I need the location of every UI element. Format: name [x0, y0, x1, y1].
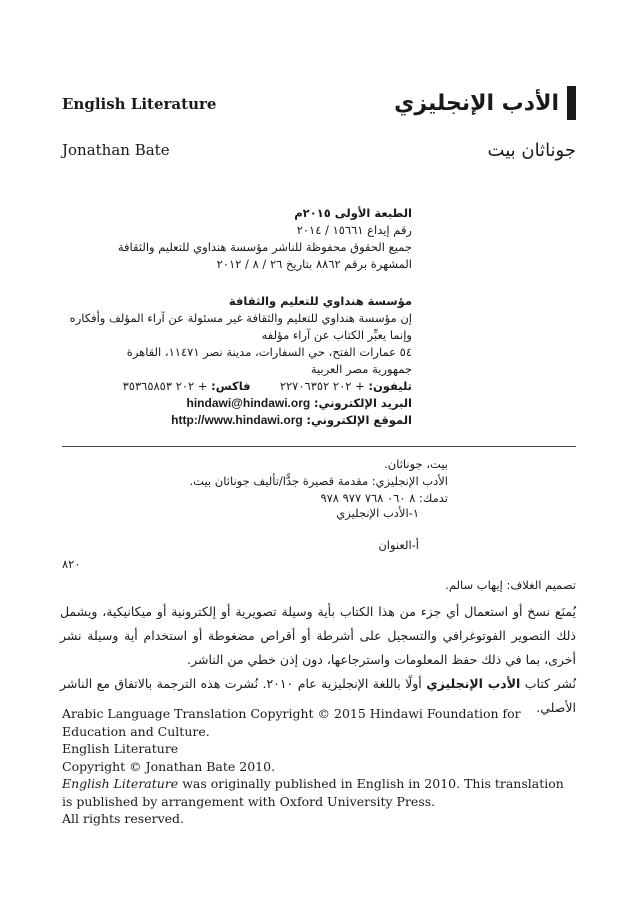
copyright-italic-title: English Literature [62, 776, 179, 791]
copyright-publication-note [62, 775, 578, 810]
catalog-block [190, 456, 448, 507]
rights-p2-before: نُشر كتاب [520, 676, 576, 691]
website-link[interactable]: http://www.hindawi.org [171, 413, 303, 427]
title-bar-decoration [567, 86, 576, 120]
arabic-author: جوناثان بيت [487, 140, 576, 161]
email-link[interactable]: hindawi@hindawi.org [186, 396, 311, 410]
catalog-topic-2: أ-العنوان [378, 538, 419, 552]
rights-p2-after: أولًا باللغة الإنجليزية عام ٢٠١٠. نُشرت هذه الترجمة بالاتفاق مع الناشر الأصلي. [60, 676, 576, 715]
copyright-all-rights: All rights reserved. [62, 811, 185, 826]
website-label: الموقع الإلكتروني: [306, 413, 412, 427]
copyright-original: Copyright © Jonathan Bate 2010. [62, 758, 276, 774]
catalog-title: الأدب الإنجليزي: مقدمة قصيرة جدًّا/تأليف جوناثان بيت. [189, 474, 448, 488]
copyright-book-title: English Literature [62, 741, 179, 756]
registration-line: المشهرة برقم ٨٨٦٢ بتاريخ ٢٦ / ٨ / ٢٠١٢ [216, 257, 412, 271]
phone-label: تليفون: [368, 379, 412, 393]
english-author: Jonathan Bate [62, 141, 170, 159]
rights-p2-book-title: الأدب الإنجليزي [426, 676, 521, 691]
rights-notice [60, 600, 576, 720]
copyright-translation: Arabic Language Translation Copyright © 2015 Hindawi Foundation for Education and Culture. [62, 706, 521, 739]
catalog-topic-1: ١-الأدب الإنجليزي [336, 506, 419, 520]
copyright-publication-text: was originally published in English in 2010. This translation is published by arrangement with Oxford University Press. [62, 776, 564, 809]
address-line: ٥٤ عمارات الفتح، حي السفارات، مدينة نصر ١١٤٧١، القاهرة [126, 345, 412, 359]
english-copyright [62, 705, 578, 828]
phone-value: + ٢٠٢ ٢٢٧٠٦٣٥٢ [279, 379, 365, 393]
email-label: البريد الإلكتروني: [313, 396, 412, 410]
country-line: جمهورية مصر العربية [310, 362, 412, 376]
publisher-block [70, 293, 412, 429]
email-line [70, 395, 412, 412]
arabic-title: الأدب الإنجليزي [394, 90, 559, 116]
classification-number: ٨٢٠ [62, 557, 81, 571]
imprint-block [118, 205, 412, 273]
website-line [70, 412, 412, 429]
publisher-name: مؤسسة هنداوي للتعليم والثقافة [228, 294, 412, 308]
contact-line [70, 378, 412, 395]
fax-value: + ٢٠٢ ٣٥٣٦٥٨٥٣ [122, 379, 208, 393]
english-title: English Literature [62, 95, 217, 113]
catalog-author: بيت، جوناثان. [384, 457, 448, 471]
arabic-title-group [394, 86, 576, 120]
divider-rule [62, 446, 576, 447]
deposit-line: رقم إيداع ١٥٦٦١ / ٢٠١٤ [296, 223, 412, 237]
disclaimer-line-2: وإنما يعبِّر الكتاب عن آراء مؤلفه [261, 328, 412, 342]
fax-label: فاكس: [211, 379, 251, 393]
disclaimer-line: إن مؤسسة هنداوي للتعليم والثقافة غير مسئولة عن آراء المؤلف وأفكاره [69, 311, 412, 325]
cover-design-credit: تصميم الغلاف: إيهاب سالم. [445, 578, 576, 592]
catalog-isbn: تدمك: ٨ ٠٦٠ ٧٦٨ ٩٧٧ ٩٧٨ [320, 491, 448, 505]
rights-line: جميع الحقوق محفوظة للناشر مؤسسة هنداوي للتعليم والثقافة [117, 240, 412, 254]
rights-paragraph-1: يُمنَع نسخ أو استعمال أي جزء من هذا الكتاب بأية وسيلة تصويرية أو إلكترونية أو ميكانيكية، ويشمل ذلك التصوير الفوتوغرافي والتسجيل على أشرطة أو أقراص مضغوطة أو استخدام أية وسيلة نشر أخرى، بما في ذلك حفظ المعلومات واسترجاعها، دون إذن خطي من الناشر. [60, 604, 576, 667]
edition-line: الطبعة الأولى ٢٠١٥م [294, 206, 412, 220]
